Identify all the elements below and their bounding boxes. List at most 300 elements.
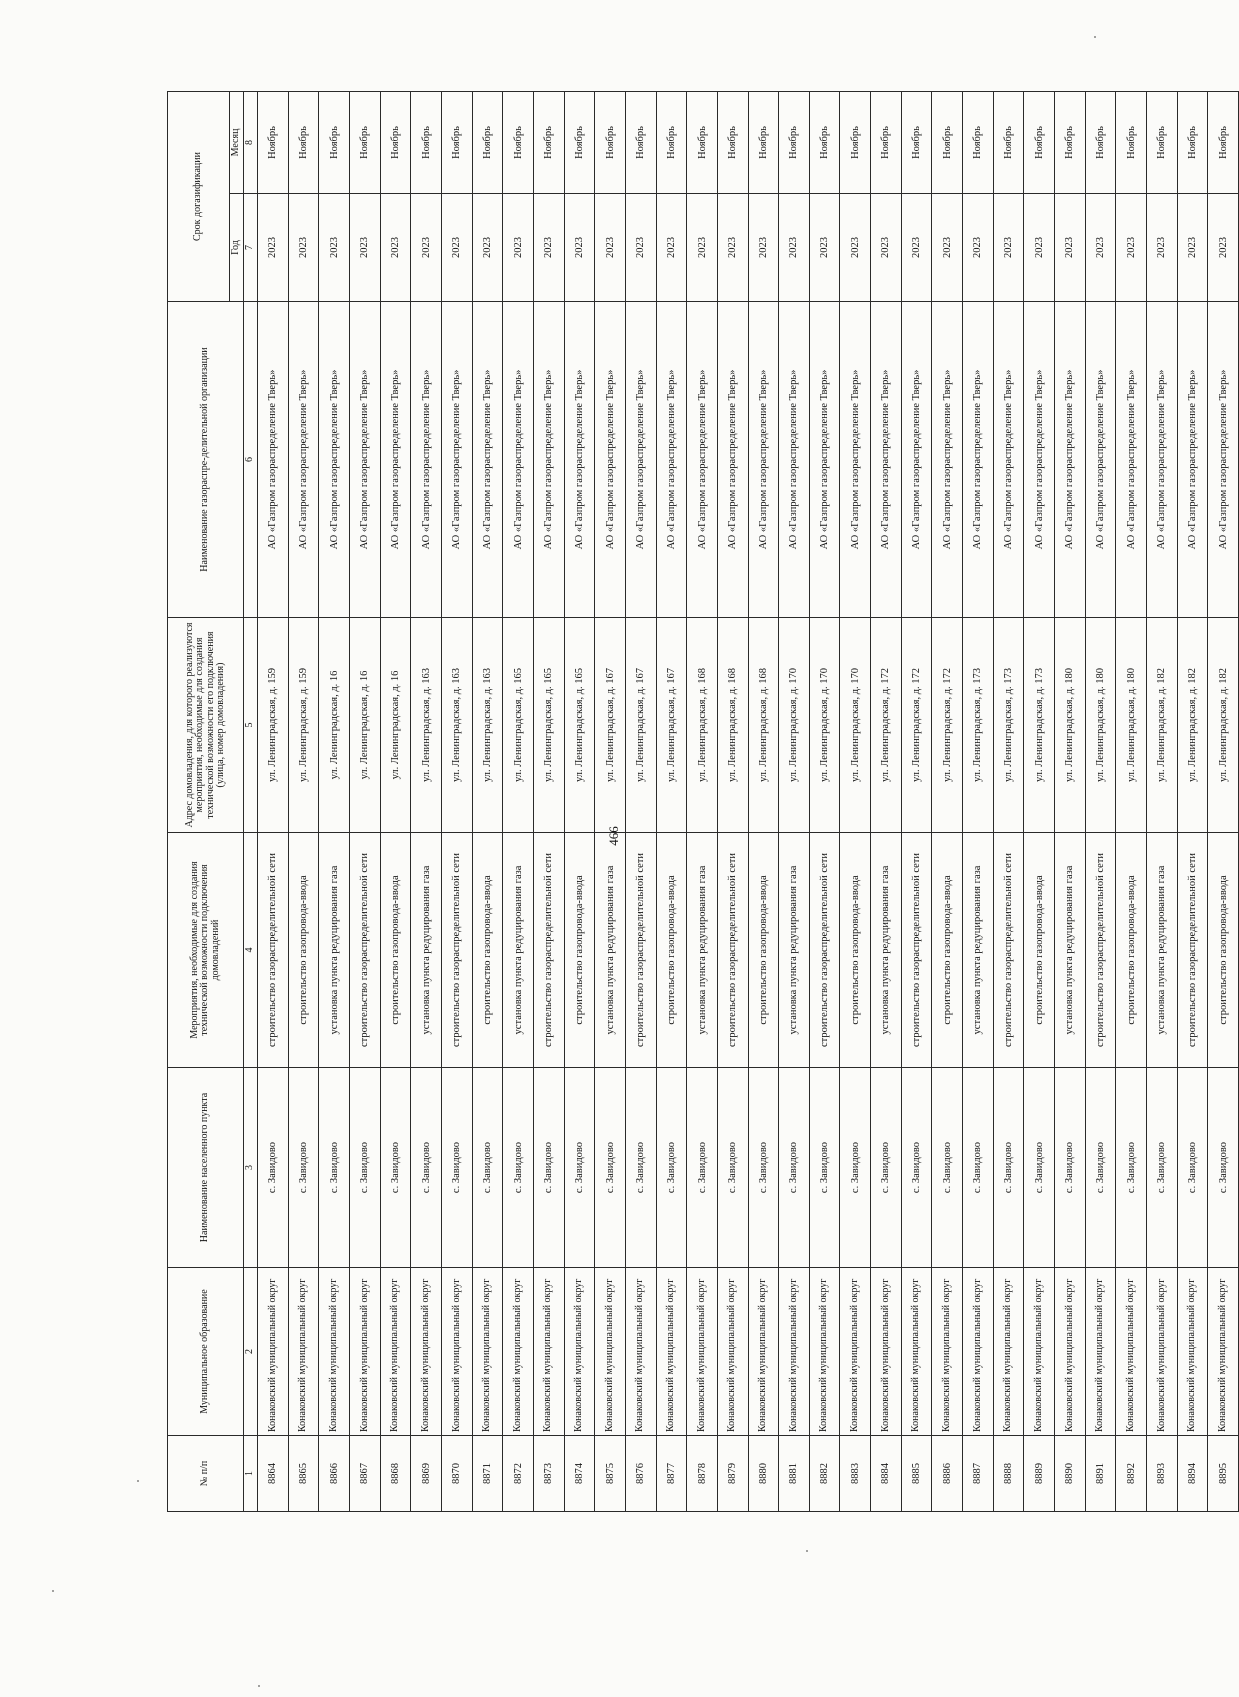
organization-cell: АО «Газпром газораспределение Тверь» <box>258 302 289 618</box>
address-cell: ул. Ленинградская, д. 163 <box>411 618 442 833</box>
row-number: 8883 <box>840 1436 871 1512</box>
organization-cell: АО «Газпром газораспределение Тверь» <box>1085 302 1116 618</box>
year-cell: 2023 <box>288 194 319 302</box>
locality-cell: с. Завидово <box>809 1068 840 1268</box>
municipality-cell: Конаковский муниципальный округ <box>1177 1268 1208 1436</box>
year-cell: 2023 <box>993 194 1024 302</box>
year-cell: 2023 <box>1177 194 1208 302</box>
organization-cell: АО «Газпром газораспределение Тверь» <box>963 302 994 618</box>
locality-cell: с. Завидово <box>533 1068 564 1268</box>
municipality-cell: Конаковский муниципальный округ <box>533 1268 564 1436</box>
year-cell: 2023 <box>809 194 840 302</box>
measure-cell: строительство газопровода-ввода <box>380 833 411 1068</box>
row-number: 8867 <box>349 1436 380 1512</box>
month-cell: Ноябрь <box>595 92 626 194</box>
year-cell: 2023 <box>441 194 472 302</box>
year-cell: 2023 <box>687 194 718 302</box>
measure-cell: строительство газораспределительной сети <box>1085 833 1116 1068</box>
table-row <box>809 92 840 1512</box>
locality-cell: с. Завидово <box>625 1068 656 1268</box>
header-term-group: Срок догазификации <box>168 92 230 302</box>
address-cell: ул. Ленинградская, д. 182 <box>1147 618 1178 833</box>
locality-cell: с. Завидово <box>779 1068 810 1268</box>
row-number: 8887 <box>963 1436 994 1512</box>
address-cell: ул. Ленинградская, д. 167 <box>656 618 687 833</box>
table-row <box>1177 92 1208 1512</box>
year-cell: 2023 <box>595 194 626 302</box>
municipality-cell: Конаковский муниципальный округ <box>748 1268 779 1436</box>
measure-cell: строительство газораспределительной сети <box>258 833 289 1068</box>
measure-cell: установка пункта редуцирования газа <box>411 833 442 1068</box>
organization-cell: АО «Газпром газораспределение Тверь» <box>840 302 871 618</box>
month-cell: Ноябрь <box>472 92 503 194</box>
municipality-cell: Конаковский муниципальный округ <box>288 1268 319 1436</box>
row-number: 8878 <box>687 1436 718 1512</box>
year-cell: 2023 <box>625 194 656 302</box>
municipality-cell: Конаковский муниципальный округ <box>1208 1268 1239 1436</box>
column-number-row <box>244 92 258 1512</box>
locality-cell: с. Завидово <box>503 1068 534 1268</box>
month-cell: Ноябрь <box>1024 92 1055 194</box>
measure-cell: установка пункта редуцирования газа <box>319 833 350 1068</box>
table-row <box>993 92 1024 1512</box>
column-number: 3 <box>244 1068 258 1268</box>
year-cell: 2023 <box>1147 194 1178 302</box>
table-row <box>963 92 994 1512</box>
month-cell: Ноябрь <box>564 92 595 194</box>
month-cell: Ноябрь <box>993 92 1024 194</box>
measure-cell: строительство газораспределительной сети <box>901 833 932 1068</box>
month-cell: Ноябрь <box>319 92 350 194</box>
municipality-cell: Конаковский муниципальный округ <box>1116 1268 1147 1436</box>
locality-cell: с. Завидово <box>411 1068 442 1268</box>
table-row <box>1208 92 1239 1512</box>
locality-cell: с. Завидово <box>380 1068 411 1268</box>
address-cell: ул. Ленинградская, д. 172 <box>901 618 932 833</box>
table-row <box>503 92 534 1512</box>
row-number: 8892 <box>1116 1436 1147 1512</box>
table-row <box>441 92 472 1512</box>
month-cell: Ноябрь <box>687 92 718 194</box>
organization-cell: АО «Газпром газораспределение Тверь» <box>717 302 748 618</box>
row-number: 8880 <box>748 1436 779 1512</box>
measure-cell: строительство газораспределительной сети <box>625 833 656 1068</box>
table-row <box>533 92 564 1512</box>
column-number: 1 <box>244 1436 258 1512</box>
municipality-cell: Конаковский муниципальный округ <box>595 1268 626 1436</box>
month-cell: Ноябрь <box>258 92 289 194</box>
address-cell: ул. Ленинградская, д. 165 <box>564 618 595 833</box>
column-number: 7 <box>244 194 258 302</box>
organization-cell: АО «Газпром газораспределение Тверь» <box>411 302 442 618</box>
month-cell: Ноябрь <box>809 92 840 194</box>
organization-cell: АО «Газпром газораспределение Тверь» <box>1177 302 1208 618</box>
municipality-cell: Конаковский муниципальный округ <box>963 1268 994 1436</box>
address-cell: ул. Ленинградская, д. 168 <box>717 618 748 833</box>
locality-cell: с. Завидово <box>871 1068 902 1268</box>
year-cell: 2023 <box>963 194 994 302</box>
organization-cell: АО «Газпром газораспределение Тверь» <box>809 302 840 618</box>
organization-cell: АО «Газпром газораспределение Тверь» <box>441 302 472 618</box>
measure-cell: строительство газопровода-ввода <box>1024 833 1055 1068</box>
column-number: 4 <box>244 833 258 1068</box>
table-row <box>717 92 748 1512</box>
address-cell: ул. Ленинградская, д. 180 <box>1085 618 1116 833</box>
column-number: 5 <box>244 618 258 833</box>
row-number: 8875 <box>595 1436 626 1512</box>
table-row <box>1024 92 1055 1512</box>
month-cell: Ноябрь <box>1147 92 1178 194</box>
measure-cell: строительство газопровода-ввода <box>472 833 503 1068</box>
row-number: 8871 <box>472 1436 503 1512</box>
scan-speck <box>137 1480 139 1482</box>
row-number: 8879 <box>717 1436 748 1512</box>
year-cell: 2023 <box>533 194 564 302</box>
year-cell: 2023 <box>1208 194 1239 302</box>
table-row <box>288 92 319 1512</box>
month-cell: Ноябрь <box>656 92 687 194</box>
organization-cell: АО «Газпром газораспределение Тверь» <box>349 302 380 618</box>
year-cell: 2023 <box>564 194 595 302</box>
address-cell: ул. Ленинградская, д. 170 <box>809 618 840 833</box>
municipality-cell: Конаковский муниципальный округ <box>349 1268 380 1436</box>
address-cell: ул. Ленинградская, д. 173 <box>1024 618 1055 833</box>
measure-cell: строительство газопровода-ввода <box>564 833 595 1068</box>
organization-cell: АО «Газпром газораспределение Тверь» <box>1116 302 1147 618</box>
locality-cell: с. Завидово <box>441 1068 472 1268</box>
measure-cell: строительство газопровода-ввода <box>1116 833 1147 1068</box>
table-row <box>380 92 411 1512</box>
locality-cell: с. Завидово <box>993 1068 1024 1268</box>
organization-cell: АО «Газпром газораспределение Тверь» <box>503 302 534 618</box>
year-cell: 2023 <box>717 194 748 302</box>
table-row <box>748 92 779 1512</box>
measure-cell: установка пункта редуцирования газа <box>963 833 994 1068</box>
month-cell: Ноябрь <box>963 92 994 194</box>
locality-cell: с. Завидово <box>472 1068 503 1268</box>
year-cell: 2023 <box>258 194 289 302</box>
address-cell: ул. Ленинградская, д. 170 <box>779 618 810 833</box>
address-cell: ул. Ленинградская, д. 16 <box>380 618 411 833</box>
page-number: 466 <box>606 826 621 846</box>
organization-cell: АО «Газпром газораспределение Тверь» <box>993 302 1024 618</box>
year-cell: 2023 <box>779 194 810 302</box>
locality-cell: с. Завидово <box>319 1068 350 1268</box>
organization-cell: АО «Газпром газораспределение Тверь» <box>1024 302 1055 618</box>
measure-cell: строительство газопровода-ввода <box>288 833 319 1068</box>
municipality-cell: Конаковский муниципальный округ <box>901 1268 932 1436</box>
address-cell: ул. Ленинградская, д. 172 <box>932 618 963 833</box>
municipality-cell: Конаковский муниципальный округ <box>1024 1268 1055 1436</box>
measure-cell: строительство газораспределительной сети <box>993 833 1024 1068</box>
locality-cell: с. Завидово <box>687 1068 718 1268</box>
header-locality: Наименование населенного пункта <box>168 1068 244 1268</box>
table-row <box>932 92 963 1512</box>
table-row <box>840 92 871 1512</box>
address-cell: ул. Ленинградская, д. 165 <box>503 618 534 833</box>
year-cell: 2023 <box>1116 194 1147 302</box>
organization-cell: АО «Газпром газораспределение Тверь» <box>779 302 810 618</box>
month-cell: Ноябрь <box>932 92 963 194</box>
municipality-cell: Конаковский муниципальный округ <box>717 1268 748 1436</box>
table-row <box>656 92 687 1512</box>
row-number: 8866 <box>319 1436 350 1512</box>
municipality-cell: Конаковский муниципальный округ <box>1055 1268 1086 1436</box>
month-cell: Ноябрь <box>380 92 411 194</box>
header-month: Месяц <box>230 92 244 194</box>
month-cell: Ноябрь <box>748 92 779 194</box>
month-cell: Ноябрь <box>717 92 748 194</box>
row-number: 8885 <box>901 1436 932 1512</box>
locality-cell: с. Завидово <box>932 1068 963 1268</box>
municipality-cell: Конаковский муниципальный округ <box>503 1268 534 1436</box>
locality-cell: с. Завидово <box>1024 1068 1055 1268</box>
municipality-cell: Конаковский муниципальный округ <box>564 1268 595 1436</box>
municipality-cell: Конаковский муниципальный округ <box>779 1268 810 1436</box>
row-number: 8869 <box>411 1436 442 1512</box>
scan-speck <box>1094 36 1096 38</box>
header-num: № п/п <box>168 1436 244 1512</box>
month-cell: Ноябрь <box>441 92 472 194</box>
measure-cell: установка пункта редуцирования газа <box>595 833 626 1068</box>
table-body <box>258 92 1239 1512</box>
locality-cell: с. Завидово <box>1177 1068 1208 1268</box>
municipality-cell: Конаковский муниципальный округ <box>1085 1268 1116 1436</box>
municipality-cell: Конаковский муниципальный округ <box>472 1268 503 1436</box>
organization-cell: АО «Газпром газораспределение Тверь» <box>871 302 902 618</box>
measure-cell: установка пункта редуцирования газа <box>1055 833 1086 1068</box>
measure-cell: установка пункта редуцирования газа <box>1147 833 1178 1068</box>
locality-cell: с. Завидово <box>564 1068 595 1268</box>
locality-cell: с. Завидово <box>717 1068 748 1268</box>
table-row <box>1055 92 1086 1512</box>
header-municipality: Муниципальное образование <box>168 1268 244 1436</box>
locality-cell: с. Завидово <box>656 1068 687 1268</box>
municipality-cell: Конаковский муниципальный округ <box>687 1268 718 1436</box>
month-cell: Ноябрь <box>288 92 319 194</box>
municipality-cell: Конаковский муниципальный округ <box>258 1268 289 1436</box>
municipality-cell: Конаковский муниципальный округ <box>625 1268 656 1436</box>
locality-cell: с. Завидово <box>349 1068 380 1268</box>
header-measures: Мероприятия, необходимые для создания технической возможности подключения домовладений <box>168 833 244 1068</box>
organization-cell: АО «Газпром газораспределение Тверь» <box>687 302 718 618</box>
address-cell: ул. Ленинградская, д. 173 <box>993 618 1024 833</box>
locality-cell: с. Завидово <box>1085 1068 1116 1268</box>
locality-cell: с. Завидово <box>595 1068 626 1268</box>
address-cell: ул. Ленинградская, д. 167 <box>625 618 656 833</box>
address-cell: ул. Ленинградская, д. 163 <box>472 618 503 833</box>
year-cell: 2023 <box>932 194 963 302</box>
year-cell: 2023 <box>349 194 380 302</box>
locality-cell: с. Завидово <box>840 1068 871 1268</box>
locality-cell: с. Завидово <box>748 1068 779 1268</box>
rotated-table-container <box>167 92 1239 1512</box>
address-cell: ул. Ленинградская, д. 167 <box>595 618 626 833</box>
row-number: 8868 <box>380 1436 411 1512</box>
year-cell: 2023 <box>411 194 442 302</box>
month-cell: Ноябрь <box>871 92 902 194</box>
measure-cell: установка пункта редуцирования газа <box>687 833 718 1068</box>
municipality-cell: Конаковский муниципальный округ <box>411 1268 442 1436</box>
municipality-cell: Конаковский муниципальный округ <box>871 1268 902 1436</box>
row-number: 8877 <box>656 1436 687 1512</box>
municipality-cell: Конаковский муниципальный округ <box>932 1268 963 1436</box>
organization-cell: АО «Газпром газораспределение Тверь» <box>564 302 595 618</box>
organization-cell: АО «Газпром газораспределение Тверь» <box>319 302 350 618</box>
organization-cell: АО «Газпром газораспределение Тверь» <box>748 302 779 618</box>
year-cell: 2023 <box>1085 194 1116 302</box>
year-cell: 2023 <box>748 194 779 302</box>
municipality-cell: Конаковский муниципальный округ <box>840 1268 871 1436</box>
column-number: 8 <box>244 92 258 194</box>
row-number: 8881 <box>779 1436 810 1512</box>
organization-cell: АО «Газпром газораспределение Тверь» <box>932 302 963 618</box>
measure-cell: строительство газораспределительной сети <box>717 833 748 1068</box>
row-number: 8893 <box>1147 1436 1178 1512</box>
year-cell: 2023 <box>871 194 902 302</box>
scan-speck <box>52 1590 54 1592</box>
address-cell: ул. Ленинградская, д. 172 <box>871 618 902 833</box>
measure-cell: строительство газораспределительной сети <box>1177 833 1208 1068</box>
month-cell: Ноябрь <box>411 92 442 194</box>
measure-cell: строительство газораспределительной сети <box>533 833 564 1068</box>
organization-cell: АО «Газпром газораспределение Тверь» <box>288 302 319 618</box>
address-cell: ул. Ленинградская, д. 170 <box>840 618 871 833</box>
month-cell: Ноябрь <box>1177 92 1208 194</box>
address-cell: ул. Ленинградская, д. 182 <box>1208 618 1239 833</box>
organization-cell: АО «Газпром газораспределение Тверь» <box>656 302 687 618</box>
column-number: 2 <box>244 1268 258 1436</box>
address-cell: ул. Ленинградская, д. 173 <box>963 618 994 833</box>
measure-cell: строительство газопровода-ввода <box>932 833 963 1068</box>
municipality-cell: Конаковский муниципальный округ <box>319 1268 350 1436</box>
month-cell: Ноябрь <box>625 92 656 194</box>
organization-cell: АО «Газпром газораспределение Тверь» <box>1208 302 1239 618</box>
locality-cell: с. Завидово <box>901 1068 932 1268</box>
table-row <box>687 92 718 1512</box>
address-cell: ул. Ленинградская, д. 163 <box>441 618 472 833</box>
measure-cell: строительство газопровода-ввода <box>1208 833 1239 1068</box>
year-cell: 2023 <box>1055 194 1086 302</box>
address-cell: ул. Ленинградская, д. 182 <box>1177 618 1208 833</box>
table-row <box>319 92 350 1512</box>
measure-cell: установка пункта редуцирования газа <box>779 833 810 1068</box>
month-cell: Ноябрь <box>901 92 932 194</box>
table-row <box>411 92 442 1512</box>
organization-cell: АО «Газпром газораспределение Тверь» <box>595 302 626 618</box>
address-cell: ул. Ленинградская, д. 165 <box>533 618 564 833</box>
table-row <box>564 92 595 1512</box>
table-row <box>595 92 626 1512</box>
organization-cell: АО «Газпром газораспределение Тверь» <box>380 302 411 618</box>
year-cell: 2023 <box>319 194 350 302</box>
row-number: 8886 <box>932 1436 963 1512</box>
row-number: 8895 <box>1208 1436 1239 1512</box>
year-cell: 2023 <box>503 194 534 302</box>
locality-cell: с. Завидово <box>288 1068 319 1268</box>
month-cell: Ноябрь <box>779 92 810 194</box>
address-cell: ул. Ленинградская, д. 180 <box>1116 618 1147 833</box>
municipality-cell: Конаковский муниципальный округ <box>993 1268 1024 1436</box>
year-cell: 2023 <box>901 194 932 302</box>
year-cell: 2023 <box>656 194 687 302</box>
year-cell: 2023 <box>1024 194 1055 302</box>
locality-cell: с. Завидово <box>1116 1068 1147 1268</box>
row-number: 8894 <box>1177 1436 1208 1512</box>
organization-cell: АО «Газпром газораспределение Тверь» <box>901 302 932 618</box>
table-row <box>349 92 380 1512</box>
row-number: 8888 <box>993 1436 1024 1512</box>
organization-cell: АО «Газпром газораспределение Тверь» <box>625 302 656 618</box>
row-number: 8890 <box>1055 1436 1086 1512</box>
month-cell: Ноябрь <box>349 92 380 194</box>
measure-cell: строительство газопровода-ввода <box>840 833 871 1068</box>
municipality-cell: Конаковский муниципальный округ <box>656 1268 687 1436</box>
month-cell: Ноябрь <box>840 92 871 194</box>
measure-cell: установка пункта редуцирования газа <box>503 833 534 1068</box>
header-year: Год <box>230 194 244 302</box>
column-number: 6 <box>244 302 258 618</box>
locality-cell: с. Завидово <box>1147 1068 1178 1268</box>
municipality-cell: Конаковский муниципальный округ <box>1147 1268 1178 1436</box>
month-cell: Ноябрь <box>1085 92 1116 194</box>
month-cell: Ноябрь <box>1055 92 1086 194</box>
table-row <box>1116 92 1147 1512</box>
row-number: 8874 <box>564 1436 595 1512</box>
row-number: 8865 <box>288 1436 319 1512</box>
address-cell: ул. Ленинградская, д. 168 <box>748 618 779 833</box>
address-cell: ул. Ленинградская, д. 168 <box>687 618 718 833</box>
header-organization: Наименование газораспре-делительной организации <box>168 302 244 618</box>
address-cell: ул. Ленинградская, д. 180 <box>1055 618 1086 833</box>
row-number: 8882 <box>809 1436 840 1512</box>
month-cell: Ноябрь <box>1116 92 1147 194</box>
address-cell: ул. Ленинградская, д. 16 <box>319 618 350 833</box>
table-row <box>901 92 932 1512</box>
measure-cell: строительство газопровода-ввода <box>656 833 687 1068</box>
municipality-cell: Конаковский муниципальный округ <box>380 1268 411 1436</box>
row-number: 8889 <box>1024 1436 1055 1512</box>
month-cell: Ноябрь <box>1208 92 1239 194</box>
table-row <box>871 92 902 1512</box>
year-cell: 2023 <box>840 194 871 302</box>
row-number: 8876 <box>625 1436 656 1512</box>
table-row <box>1085 92 1116 1512</box>
row-number: 8864 <box>258 1436 289 1512</box>
row-number: 8870 <box>441 1436 472 1512</box>
table-row <box>779 92 810 1512</box>
measure-cell: строительство газопровода-ввода <box>748 833 779 1068</box>
municipality-cell: Конаковский муниципальный округ <box>809 1268 840 1436</box>
month-cell: Ноябрь <box>533 92 564 194</box>
locality-cell: с. Завидово <box>1208 1068 1239 1268</box>
row-number: 8891 <box>1085 1436 1116 1512</box>
table-row <box>625 92 656 1512</box>
header-address: Адрес домовладения, для которого реализуются мероприятия, необходимые для создания технической возможности его подключения (улица, номер домовладения) <box>168 618 244 833</box>
row-number: 8872 <box>503 1436 534 1512</box>
measure-cell: строительство газораспределительной сети <box>349 833 380 1068</box>
month-cell: Ноябрь <box>503 92 534 194</box>
municipality-cell: Конаковский муниципальный округ <box>441 1268 472 1436</box>
gasification-register-table <box>167 91 1239 1512</box>
address-cell: ул. Ленинградская, д. 16 <box>349 618 380 833</box>
organization-cell: АО «Газпром газораспределение Тверь» <box>472 302 503 618</box>
organization-cell: АО «Газпром газораспределение Тверь» <box>533 302 564 618</box>
address-cell: ул. Ленинградская, д. 159 <box>288 618 319 833</box>
scan-speck <box>258 1685 260 1687</box>
scan-speck <box>806 1550 808 1552</box>
address-cell: ул. Ленинградская, д. 159 <box>258 618 289 833</box>
